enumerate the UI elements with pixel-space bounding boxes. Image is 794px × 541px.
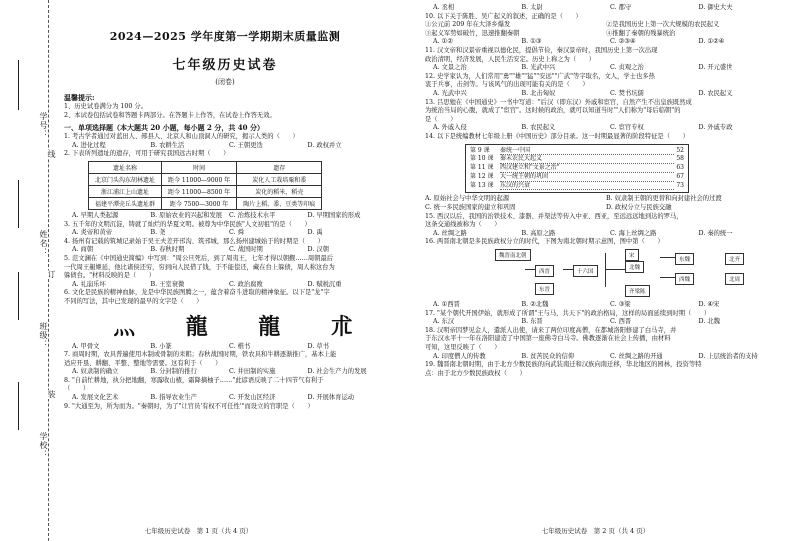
answer-option[interactable]: C. ②③④	[610, 38, 636, 46]
question-stem: 16. 两晋南北朝是多民族政权分立的时代，下图为南北朝时期示意图，图中第（ ）	[425, 238, 664, 246]
question	[64, 238, 386, 255]
question-stem: 2. 下表所列遗址的遗存，可用于研究我国远古时期（ ）	[64, 150, 230, 158]
question	[64, 377, 386, 403]
question-stem: 5. 范文澜在《中国通史简编》中写到："周公旦死后，到了周夷王，七年才得以朝觐……周朝最后	[64, 254, 334, 262]
class-label: 班级：	[39, 322, 48, 349]
contents-row	[470, 182, 684, 191]
question-list	[64, 133, 386, 411]
answer-option[interactable]: D. 御史大夫	[698, 4, 733, 11]
answer-option[interactable]: C. 焚书坑儒	[610, 89, 644, 97]
diagram-connector	[605, 269, 625, 270]
answer-option[interactable]: A. 进化过程	[72, 141, 106, 149]
lesson-page: 58	[676, 155, 684, 163]
calligraphy-character: 龍	[258, 314, 281, 340]
answer-option[interactable]: C. 楷书	[229, 342, 251, 350]
answer-option[interactable]: C. 王朝更迭	[229, 141, 263, 149]
option-row	[64, 212, 386, 221]
diagram-connector	[660, 257, 675, 258]
answer-option[interactable]: ①公元前 209 年在大泽乡爆发	[425, 21, 511, 29]
contents-row	[470, 155, 684, 164]
table-header: 遗址名称	[89, 161, 162, 173]
question	[64, 289, 386, 351]
diagram-node: 北齐	[725, 253, 744, 265]
answer-option[interactable]: A. 光武中兴	[433, 89, 467, 97]
answer-option[interactable]: A. 炎帝和黄帝	[72, 229, 113, 237]
answer-option[interactable]: D. 社会生产力的发展	[307, 368, 367, 376]
question-stem: 4. 扬州有记载的筑城记录始于吴王夫差开邗沟、筑邗城，那么扬州建城始于的时期是（ ）	[64, 237, 324, 245]
diagram-node: 北周	[725, 273, 744, 285]
diagram-node: 北魏	[625, 261, 644, 273]
answer-option[interactable]: D. 上层统治者的支持	[698, 352, 758, 360]
question-stem: 一代周王赧姬延，他比诸侯还穷，穷到向人民借了钱，于不能偿还，藏在台上躲债，周人称这台为	[64, 263, 335, 271]
question	[425, 73, 787, 99]
answer-option[interactable]: A. 印度僧人的传教	[433, 352, 486, 360]
answer-option[interactable]: B. 小篆	[150, 342, 172, 350]
diagram-node: 齐梁陈	[625, 285, 650, 297]
answer-option[interactable]: B. 尧	[150, 229, 166, 237]
answer-option[interactable]: A. 文景之治	[433, 64, 467, 72]
lesson-title: 西汉建立和"文景之治"	[500, 164, 674, 173]
answer-option[interactable]: B. 指导农业生产	[150, 394, 197, 402]
question-stem: 点：由于北方少数民族政权（ ）	[425, 369, 526, 377]
answer-option[interactable]: B. 分封制的推行	[150, 368, 197, 376]
question	[425, 310, 787, 327]
question	[425, 13, 787, 47]
answer-option[interactable]: D. ①②④	[698, 38, 725, 46]
lesson-title: 秦统一中国	[500, 147, 674, 156]
answer-option[interactable]: ②是我国历史上第一次大规模的农民起义	[606, 21, 720, 29]
option-row	[425, 124, 787, 133]
answer-option[interactable]: D. 草书	[307, 342, 329, 350]
dragon-calligraphy	[88, 311, 378, 341]
answer-option[interactable]: B. 贫苦民众的信仰	[521, 352, 575, 360]
page-footer: 七年级历史试卷 第 2 页（共 4 页）	[541, 527, 650, 535]
question	[425, 361, 787, 378]
tips-heading: 温馨提示:	[64, 93, 95, 102]
question	[425, 47, 787, 73]
lesson-number: 第 9 课	[470, 146, 490, 154]
answer-option[interactable]: B. 农耕生活	[150, 141, 185, 149]
table-cell: 福建平潭壳丘头遗址群	[89, 197, 162, 209]
question-stem: 3. 五千年的文明沉淀，铸就了灿烂的华夏文明。被尊为中华民族"人文初祖"的是（ ）	[64, 220, 311, 228]
lesson-title: 大一统王朝的巩固	[500, 173, 674, 182]
table-cell: 距今 11000—8500 年	[162, 185, 237, 197]
answer-option[interactable]: A. 东汉	[433, 318, 455, 326]
table-cell: 炭化人工栽培粟和黍	[237, 173, 322, 185]
table-cell: 炭化的稻米，稻壳	[237, 185, 322, 197]
question-list	[425, 4, 787, 378]
question-stem: 11. 汉文帝和汉景帝重视以德化民，提倡节俭，秦汉景帝时，我国历史上第一次出现	[425, 46, 658, 54]
question-stem: （ ）	[64, 385, 90, 393]
diagram-node: 宋	[625, 249, 639, 261]
diagram-connector	[605, 253, 606, 287]
answer-option[interactable]: D. 政权分立与民族交融	[606, 204, 672, 212]
option-row	[64, 343, 386, 352]
answer-option[interactable]: D. 秦的统一	[698, 229, 733, 237]
dynasty-diagram	[495, 249, 787, 299]
lesson-page: 63	[676, 164, 684, 172]
diagram-node: 西魏	[675, 273, 694, 285]
exam-type: (闭卷)	[215, 78, 235, 86]
answer-option[interactable]: C. 贞观之治	[610, 64, 644, 72]
question-stem: 为统治当局的心腹，就成了"宦官"。这时候的政治，就可以知道当时'"人们称为"母后临朝"的	[425, 107, 681, 115]
binding-strip	[0, 0, 62, 541]
diagram-connector	[563, 269, 573, 270]
answer-option[interactable]: B. 北击匈奴	[521, 89, 556, 97]
answer-option[interactable]: C. 海上丝绸之路	[610, 229, 657, 237]
question	[64, 133, 386, 150]
question-stem: 这条交通线被称为（ ）	[425, 221, 501, 229]
answer-option[interactable]: C. 郡守	[610, 4, 632, 11]
question-stem: 15. 西汉以后，我国的治铁技术、漆器、并渠法等传入中亚、西亚，至远远远地到达的罗马，	[425, 212, 683, 220]
question-stem: 衷于兵事，击剑等。与该风气的出现可能有关的是（ ）	[425, 81, 589, 89]
answer-option[interactable]: B. 王室衰微	[150, 280, 185, 288]
table-row	[89, 173, 322, 185]
answer-option[interactable]: B. 原始农业的兴起和发展	[150, 211, 223, 219]
question-stem: 政治清明，经济发展，人民生活安定。历史上称之为（ ）	[425, 55, 596, 63]
lesson-title: 秦末农民大起义	[500, 155, 674, 164]
answer-option[interactable]: C. 井田制的实施	[229, 368, 276, 376]
answer-option[interactable]: B. 东晋	[521, 318, 543, 326]
option-row	[64, 368, 386, 377]
answer-option[interactable]: C. 战国时期	[229, 246, 263, 254]
cut-mark: 订	[47, 270, 56, 279]
option-row	[425, 90, 787, 99]
question-stem: 是（ ）	[425, 115, 457, 123]
diagram-connector	[660, 277, 675, 278]
answer-option[interactable]: A. 原始社会与中华文明的起源	[425, 195, 510, 203]
question-stem: 9. "大通至为，所为而为。"秦朝时，为了"让官员'有权不可任性'"而设立的官职是（ ）	[64, 402, 314, 410]
answer-option[interactable]: D. 农民起义	[698, 89, 733, 97]
question	[64, 255, 386, 289]
answer-option[interactable]: C. 舜	[229, 229, 244, 237]
question-stem: 17. "某个朝代开国伊始，就形成了所谓"王与马，共天下"的政治格局，这样的局面延续到时期（ ）	[425, 309, 711, 317]
calligraphy-character: ⺣	[113, 314, 136, 340]
school-field[interactable]	[18, 382, 19, 430]
question-stem: 不同的写法，其中已发现的最早的文字是（ ）	[64, 297, 203, 305]
lesson-page: 73	[676, 181, 684, 189]
class-field[interactable]	[18, 272, 19, 320]
lesson-number: 第 13 课	[470, 181, 494, 189]
question-stem: 13. 吕思勉在《中国通史》一书中写道："后汉（即东汉）外戚和宦官，自然产生不出皇族既然成	[425, 98, 692, 106]
contents-row	[470, 147, 684, 156]
answer-option[interactable]: C. 西晋	[610, 318, 632, 326]
question-stem: 可知，这里反映了（ ）	[425, 344, 501, 352]
answer-option[interactable]: D. 外戚专政	[698, 124, 733, 132]
lesson-page: 52	[676, 146, 684, 154]
answer-option[interactable]: D. 开元盛世	[698, 64, 733, 72]
option-row	[425, 38, 787, 47]
question-stem: 于东汉永平十一年在洛阳建造了中国第一座佛寺白马寺。佛教逐渐在社会上传播，由材料	[425, 335, 671, 343]
table-row	[89, 197, 322, 209]
option-row	[425, 4, 787, 13]
question-stem: 躲债台。"材料反映的是（ ）	[64, 272, 156, 280]
calligraphy-character: 朮	[330, 314, 353, 340]
question-stem: 6. 文化是民族的精神血脉，龙是中华民族图腾之一，蕴含着奋斗进取的精神象征。以下是"龙"字	[64, 289, 330, 297]
diagram-node: 西晋	[535, 265, 554, 277]
option-row	[425, 64, 787, 73]
lesson-number: 第 12 课	[470, 172, 494, 180]
cut-mark: 线	[47, 150, 56, 159]
answer-option[interactable]: A. 礼崩乐坏	[72, 280, 106, 288]
question-stem: 适应开垦、耕翻、平整、整地等需要。这有利于（ ）	[64, 359, 222, 367]
question-stem: 8. "自前忙耕地，执分把地翻，寒露收山楂，霜降摘柚子……"此谚语反映了二十四节气有利于	[64, 376, 324, 384]
question	[425, 99, 787, 133]
textbook-contents	[465, 144, 689, 194]
page-footer: 七年级历史试卷 第 1 页（共 4 页）	[144, 527, 253, 535]
answer-option[interactable]: A. 早期人类起源	[72, 211, 119, 219]
answer-option[interactable]: B. 春秋时期	[150, 246, 185, 254]
tip-item: 1、历史试卷满分为 100 分。	[64, 103, 147, 110]
option-row	[425, 195, 787, 204]
answer-option[interactable]: A. 奴隶制的确立	[72, 368, 119, 376]
table-header: 时间	[162, 161, 237, 173]
question-stem: 10. 以下关于陈胜、吴广起义的叙述，正确的是（ ）	[425, 12, 582, 20]
question	[425, 4, 787, 13]
answer-option[interactable]: B. 高原之路	[521, 229, 556, 237]
answer-option[interactable]: B. 农民起义	[521, 124, 556, 132]
exam-page-2	[397, 0, 794, 541]
answer-option[interactable]: C. 丝绸之路的开通	[610, 352, 663, 360]
option-row	[425, 301, 787, 310]
question	[425, 238, 787, 309]
lesson-number: 第 11 课	[470, 164, 494, 172]
question	[425, 133, 787, 213]
answer-option[interactable]: B. ①③	[521, 38, 542, 46]
question-stem: 18. 汉明帝因梦见金人，遣派人出使，请来了两位印度高僧，在都城洛阳修建了白马寺，并	[425, 326, 677, 334]
name-field[interactable]	[18, 180, 19, 228]
question	[64, 403, 386, 412]
question	[425, 213, 787, 239]
answer-option[interactable]: D. 北魏	[698, 318, 720, 326]
question	[64, 221, 386, 238]
diagram-node: 十六国	[573, 265, 598, 277]
section-heading: 一、单项选择题（本大题共 20 小题，每小题 2 分，共 40 分）	[64, 123, 264, 133]
answer-option[interactable]: ③起义军势如破竹，迅速推翻秦朝	[425, 29, 520, 37]
diagram-node: 东晋	[535, 283, 554, 295]
answer-option[interactable]: B. 奴隶制王朝的更替和向封建社会的过渡	[606, 195, 722, 203]
student-id-label: 学号：	[39, 112, 48, 139]
answer-option[interactable]: D. 汉朝	[307, 246, 329, 254]
diagram-node: 魏晋南北朝	[495, 249, 531, 261]
option-row	[64, 394, 386, 403]
answer-option[interactable]: A. ①西晋	[433, 301, 460, 309]
answer-option[interactable]: B. 太尉	[521, 4, 543, 11]
table-cell: 距今 7500—3000 年	[162, 197, 237, 209]
question	[64, 150, 386, 220]
answer-option[interactable]: C. 开发山区经济	[229, 394, 276, 402]
answer-option[interactable]: C. 宦官专权	[610, 124, 644, 132]
diagram-connector	[525, 269, 535, 270]
answer-option[interactable]: A. 发展文化艺术	[72, 394, 119, 402]
answer-option[interactable]: A. 外戚入侵	[433, 124, 467, 132]
site-table	[88, 161, 322, 210]
table-row	[89, 185, 322, 197]
answer-option[interactable]: D. 赋税沉重	[307, 280, 342, 288]
table-cell: 距今 11000—9000 年	[162, 173, 237, 185]
calligraphy-character: 龍	[185, 314, 208, 340]
question-stem: 12. 史学家认为，人们常用"勇""雄""猛""安远""广武"等字取名，文人，学士也多热	[425, 72, 655, 80]
name-label: 姓名：	[39, 230, 48, 257]
answer-option[interactable]: A. 商朝	[72, 246, 94, 254]
answer-option[interactable]: D. ④宋	[698, 301, 720, 309]
question-stem: 7. 商周时期，农具普遍使用木制或骨制的耒耜；春秋战国时期，铁农具和牛耕逐渐推广，基本上能	[64, 351, 337, 359]
answer-option[interactable]: A. 丝绸之路	[433, 229, 467, 237]
table-header: 遗存	[237, 161, 322, 173]
page-2-content	[425, 4, 787, 378]
answer-option[interactable]: ④推翻了秦朝的残暴统治	[606, 29, 676, 37]
lesson-page: 67	[676, 172, 684, 180]
answer-option[interactable]: A. 甲骨文	[72, 342, 100, 350]
lesson-number: 第 10 课	[470, 155, 494, 163]
option-row	[425, 30, 787, 39]
table-cell: 浙江浦江上山遗址	[89, 185, 162, 197]
answer-option[interactable]: B. ②北魏	[521, 301, 549, 309]
diagram-node: 东魏	[675, 253, 694, 265]
question-stem: 14. 以下是统编教材七年级上册《中国历史》部分目录。这一时期最显著的阶段特征是（ ）	[425, 132, 689, 140]
answer-option[interactable]: C. 治炼技术水平	[229, 211, 276, 219]
cut-mark: 装	[47, 390, 56, 399]
lesson-title: 东汉的兴衰	[500, 182, 674, 191]
option-row	[425, 21, 787, 30]
student-id-field[interactable]	[18, 60, 19, 110]
answer-option[interactable]: A. 丞相	[433, 4, 455, 11]
table-cell: 北京门头沟东胡林遗址	[89, 173, 162, 185]
option-row	[425, 318, 787, 327]
answer-option[interactable]: D. 早期国家的形成	[307, 211, 361, 219]
table-cell: 陶片上稻、黍、豆类等印痕	[237, 197, 322, 209]
answer-option[interactable]: D. 禹	[307, 229, 323, 237]
exam-subject: 七年级历史试卷	[172, 58, 278, 73]
tip-item: 2、本试卷包括试卷和答题卡两部分。在答题卡上作答，在试卷上作答无效。	[64, 111, 276, 119]
school-label: 学校：	[39, 432, 48, 459]
question	[64, 351, 386, 377]
option-row	[64, 229, 386, 238]
question-stem: 19. 魏晋南北朝时期，由于北方少数民族的向武装南迁和汉族向南迁移，华北地区的园林，投资等特	[425, 361, 702, 369]
option-row	[64, 246, 386, 255]
question-stem: 1. 考古学者通过对蓝田人、郧县人、北京人和山顶洞人的研究，揭示人类的（ ）	[64, 133, 299, 141]
answer-option[interactable]: A. ①②	[433, 38, 453, 46]
answer-option[interactable]: B. 光武中兴	[521, 64, 556, 72]
contents-row	[470, 173, 684, 182]
option-row	[425, 353, 787, 362]
contents-row	[470, 164, 684, 173]
answer-option[interactable]: C. 统一多民族国家的建立和巩固	[425, 204, 516, 212]
exam-title: 2024—2025 学年度第一学期期末质量监测	[109, 30, 341, 43]
answer-option[interactable]: D. 政权并立	[307, 141, 342, 149]
answer-option[interactable]: C. ③梁	[610, 301, 631, 309]
question	[425, 327, 787, 361]
answer-option[interactable]: C. 政治腐败	[229, 280, 263, 288]
option-row	[425, 204, 787, 213]
page-1-content	[64, 28, 386, 411]
answer-option[interactable]: D. 开展体育运动	[307, 394, 355, 402]
